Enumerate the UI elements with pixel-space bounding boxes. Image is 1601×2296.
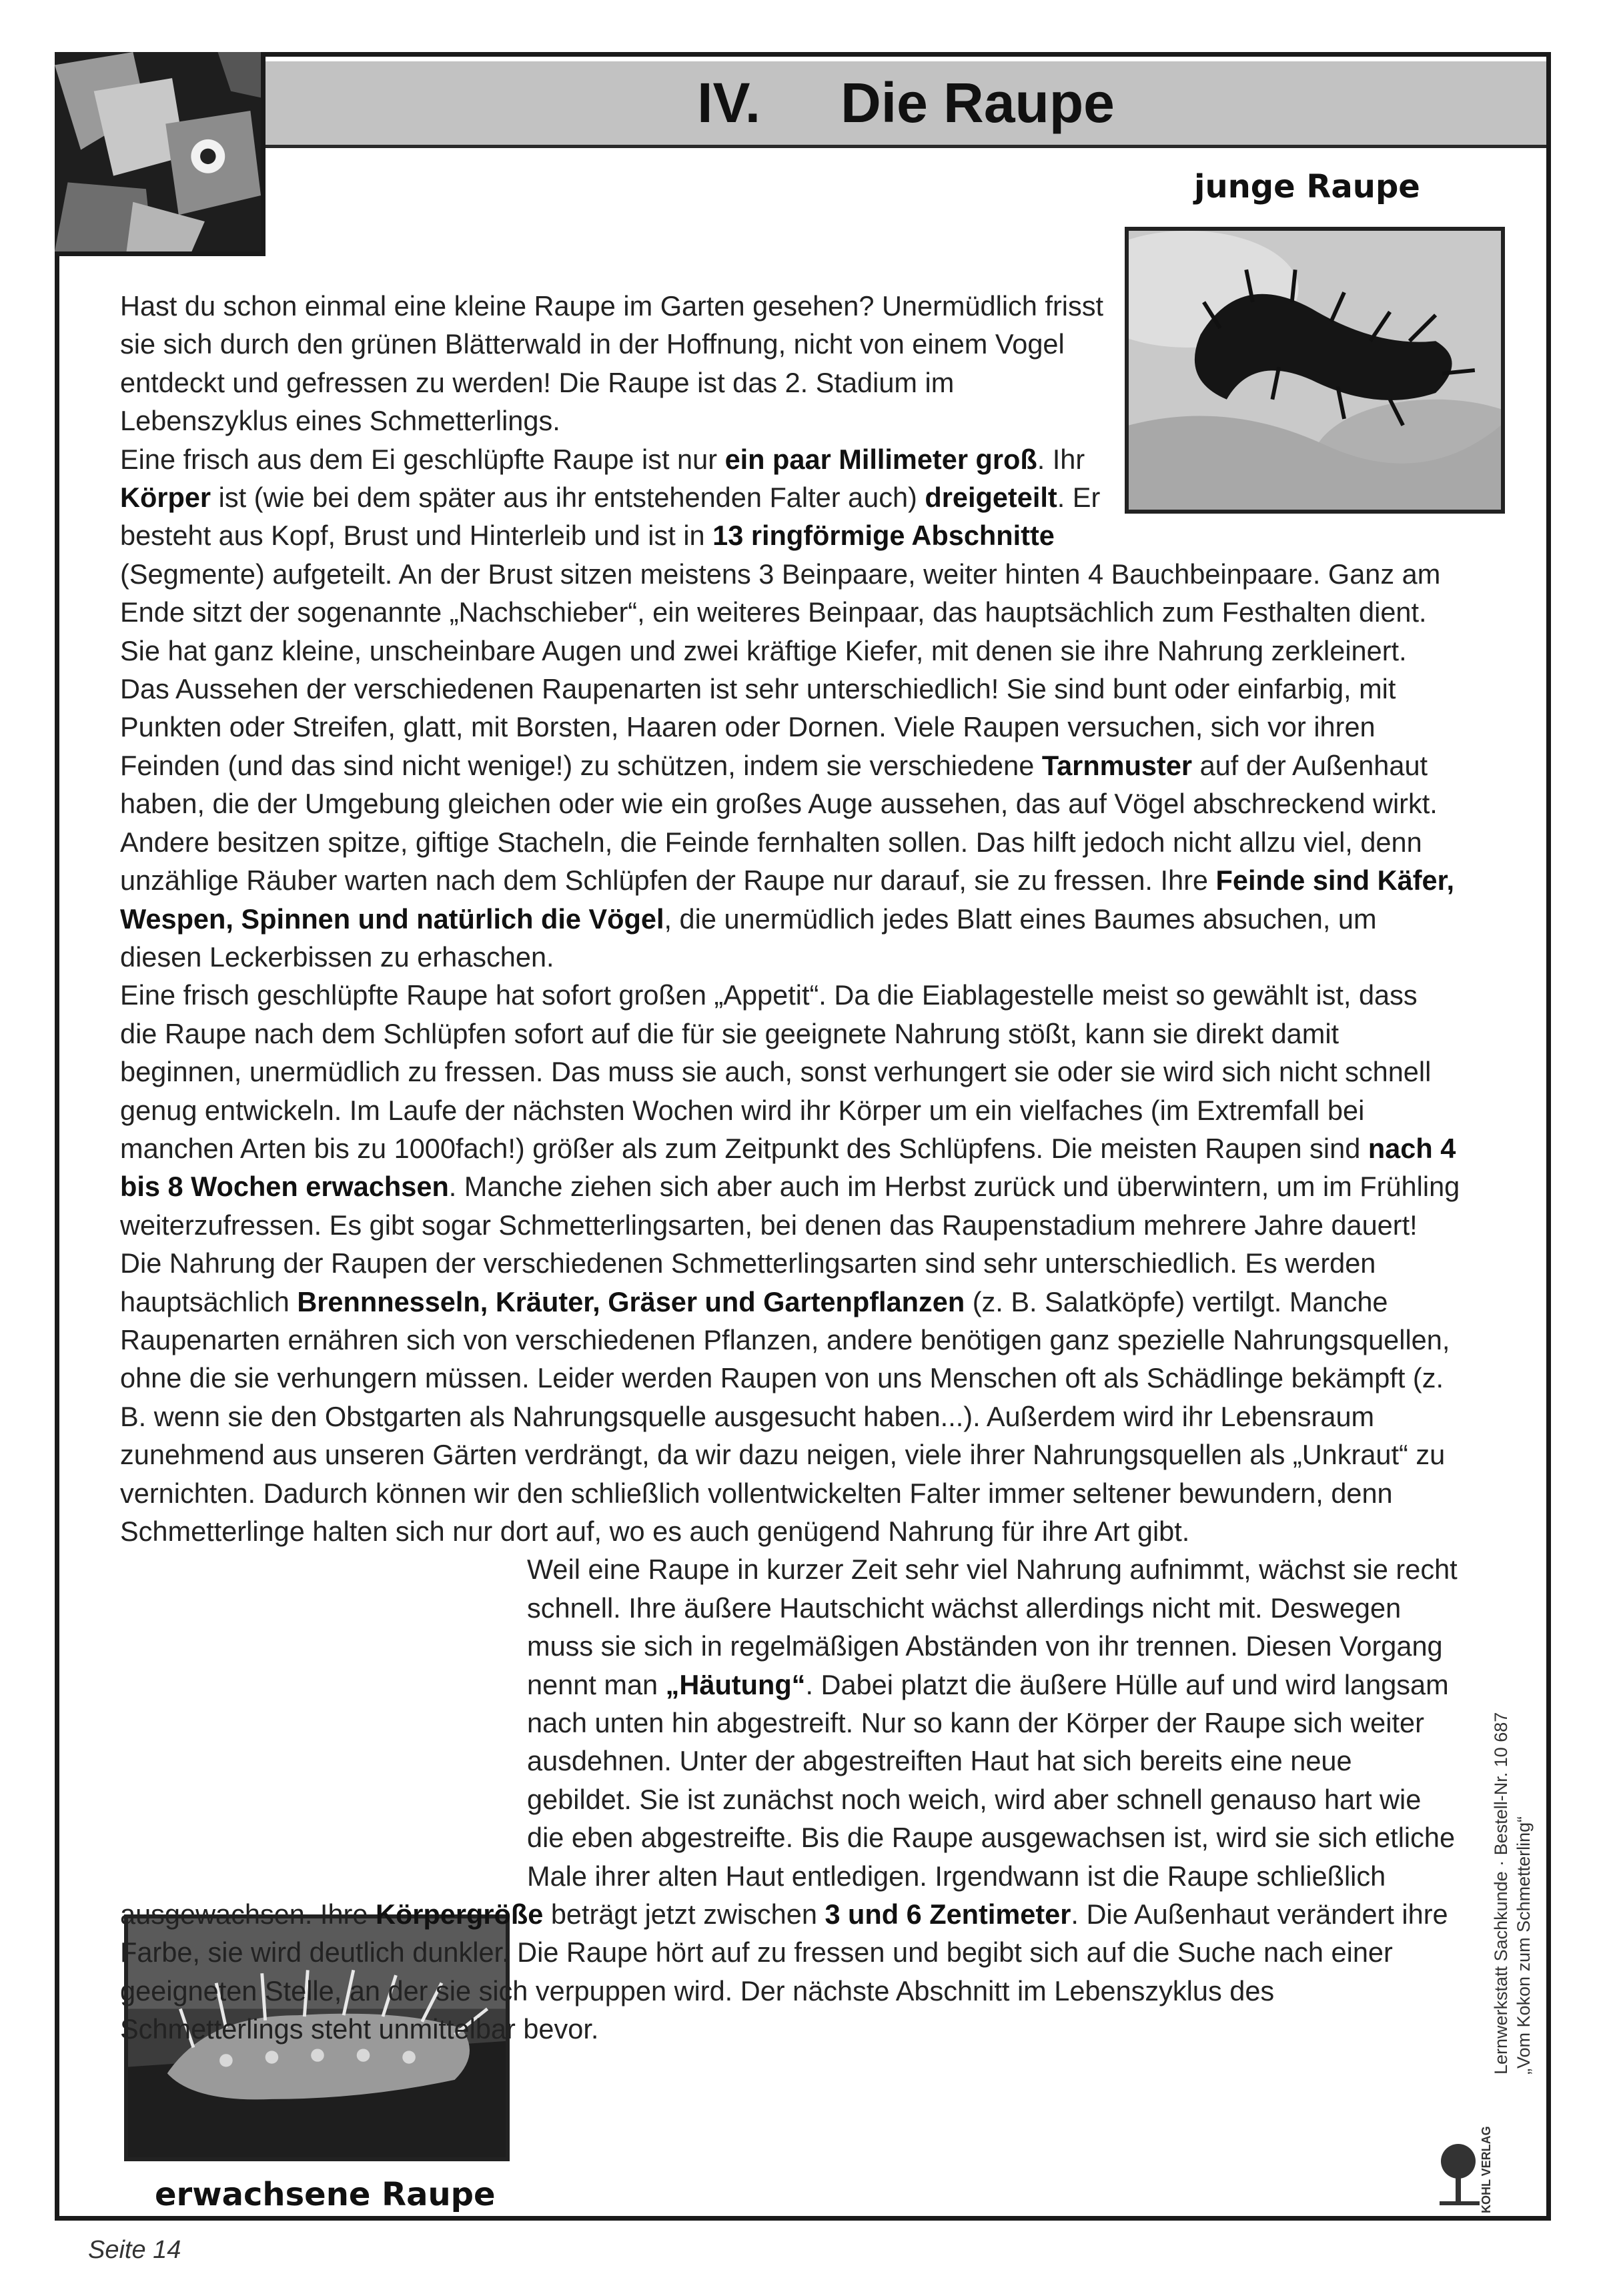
text-run: . Manche ziehen sich aber auch im Herbst zurück und überwintern, um im Frühling weiterzufressen. Es gibt sogar Schmetterlingsarten, bei denen das Raupenstadium mehrere Jahre dauert!: [120, 1171, 1460, 1241]
sidebar-order-info: [1491, 1381, 1534, 2075]
paragraph-appetite: [120, 976, 1461, 1244]
bold-term: nach 4 bis 8 Wochen erwachsen: [120, 1132, 1456, 1203]
caption-adult-caterpillar: erwachsene Raupe: [155, 2176, 496, 2213]
bold-term: Feinde sind Käfer, Wespen, Spinnen und natürlich die Vögel: [120, 865, 1454, 935]
text-run: Die Nahrung der Raupen der verschiedenen Schmetterlingsarten sind sehr unterschiedlich. Es werden hauptsächlich: [120, 1247, 1376, 1317]
text-run: , die unermüdlich jedes Blatt eines Baumes absuchen, um diesen Leckerbissen zu erhaschen.: [120, 903, 1377, 973]
page-title: [265, 61, 1546, 145]
text-run: Eine frisch geschlüpfte Raupe hat sofort großen „Appetit“. Da die Eiablagestelle meist so gewählt ist, dass die Raupe nach dem Schlüpfen sofort auf die für sie geeignete Nahrung stößt, kann sie direkt damit beginnen, unermüdlich zu fressen. Das muss sie auch, sonst verhungert sie oder sie wird sich nicht schnell genug entwickeln. Im Laufe der nächsten Wochen wird ihr Körper um ein vielfaches (im Extremfall bei manchen Arten bis zu 1000fach!) größer als zum Zeitpunkt des Schlüpfens. Die meisten Raupen sind: [120, 979, 1432, 1164]
bold-term: ein paar Millimeter groß: [724, 443, 1037, 475]
butterfly-corner-photo: [55, 52, 265, 256]
bold-term: dreigeteilt: [925, 482, 1057, 514]
text-run: beträgt jetzt zwischen: [543, 1898, 825, 1930]
bold-term: Körpergröße: [375, 1898, 544, 1930]
caption-young-caterpillar: junge Raupe: [1194, 168, 1420, 205]
sidebar-line-2: „Vom Kokon zum Schmetterling“: [1514, 1816, 1534, 2075]
bold-term: Brennnesseln, Kräuter, Gräser und Gartenpflanzen: [297, 1285, 965, 1317]
text-run: ist (wie bei dem später aus ihr entstehenden Falter auch): [211, 482, 925, 514]
chapter-number: IV.: [697, 71, 761, 134]
paragraph-food: [120, 1244, 1461, 1550]
bold-term: „Häutung“: [665, 1668, 806, 1700]
text-run: (Segmente) aufgeteilt. An der Brust sitzen meistens 3 Beinpaare, weiter hinten 4 Bauchbeinpaare. Ganz am Ende sitzt der sogenannte „Nachschieber“, ein weiteres Beinpaar, das hauptsächlich zum Festhalten dient. Sie hat ganz kleine, unscheinbare Augen und zwei kräftige Kiefer, mit denen sie ihre Nahrung zerkleinert. Das Aussehen der verschiedenen Raupenarten ist sehr unterschiedlich! Sie sind bunt oder einfarbig, mit Punkten oder Streifen, glatt, mit Borsten, Haaren oder Dornen. Viele Raupen versuchen, sich vor ihren Feinden (und das sind nicht wenige!) zu schützen, indem sie verschiedene: [120, 558, 1441, 781]
text-run: (z. B. Salatköpfe) vertilgt. Manche Raupenarten ernähren sich von verschiedenen Pflanzen, andere benötigen ganz spezielle Nahrungsquellen, ohne die sie verhungern müssen. Leider werden Raupen von uns Menschen oft als Schädlinge bekämpft (z. B. wenn sie den Obstgarten als Nahrungsquelle ausgesucht haben...). Außerdem wird ihr Lebensraum zunehmend aus unseren Gärten verdrängt, da wir dazu neigen, viele ihrer Nahrungsquellen als „Unkraut“ zu vernichten. Dadurch können wir den schließlich vollentwickelten Falter immer seltener bewundern, denn Schmetterlinge halten sich nur dort auf, wo es auch genügend Nahrung für ihre Art gibt.: [120, 1285, 1450, 1547]
text-run: . Dabei platzt die äußere Hülle auf und wird langsam nach unten hin abgestreift. Nur so kann der Körper der Raupe sich weiter ausdehnen. Unter der abgestreiften Haut hat sich bereits eine neue gebildet. Sie ist zunächst noch weich, wird aber schnell genauso hart wie die eben abgestreifte. Bis die Raupe ausgewachsen ist, wird sie sich etliche Male ihrer alten Haut entledigen. Irgendwann ist die Raupe schließlich ausgewachsen. Ihre: [120, 1668, 1456, 1930]
chapter-title: Die Raupe: [841, 71, 1115, 134]
page-number: Seite 14: [88, 2236, 181, 2264]
publisher-logo: [1433, 2135, 1486, 2208]
bold-term: Tarnmuster: [1041, 749, 1193, 781]
bold-term: Körper: [120, 482, 211, 514]
text-run: . Ihr: [1037, 443, 1085, 475]
spacer-adult-photo: [120, 1554, 527, 1858]
text-run: . Er besteht aus Kopf, Brust und Hinterleib und ist in: [120, 482, 1101, 552]
paragraph-intro: Hast du schon einmal eine kleine Raupe im Garten gesehen? Unermüdlich frisst sie sich durch den grünen Blätterwald in der Hoffnung, nicht von einem Vogel entdeckt und gefressen zu werden! Die Raupe ist das 2. Stadium im Lebenszyklus eines Schmetterlings.: [120, 290, 1104, 437]
publisher-name: KOHL VERLAG: [1480, 2126, 1493, 2213]
bold-term: 13 ringförmige Abschnitte: [712, 520, 1055, 552]
text-run: . Die Außenhaut verändert ihre Farbe, sie wird deutlich dunkler. Die Raupe hört auf zu fressen und begibt sich auf die Suche nach einer geeigneten Stelle, an der sie sich verpuppen wird. Der nächste Abschnitt im Lebenszyklus des Schmetterlings steht unmittelbar bevor.: [120, 1898, 1448, 2045]
text-run: Weil eine Raupe in kurzer Zeit sehr viel Nahrung aufnimmt, wächst sie recht schnell. Ihre äußere Hautschicht wächst allerdings nicht mit. Deswegen muss sie sich in regelmäßigen Abständen von ihr trennen. Diesen Vorgang nennt man: [527, 1554, 1458, 1700]
spacer-young-photo: [1111, 287, 1461, 554]
bold-term: 3 und 6 Zentimeter: [825, 1898, 1071, 1930]
body-text: [120, 287, 1461, 2049]
text-run: Eine frisch aus dem Ei geschlüpfte Raupe ist nur: [120, 443, 725, 475]
text-run: auf der Außenhaut haben, die der Umgebung gleichen oder wie ein großes Auge aussehen, das auf Vögel abschreckend wirkt. Andere besitzen spitze, giftige Stacheln, die Feinde fernhalten sollen. Das hilft jedoch nicht allzu viel, denn unzählige Räuber warten nach dem Schlüpfen der Raupe nur darauf, sie zu fressen. Ihre: [120, 749, 1438, 897]
sidebar-line-1: Lernwerkstatt Sachkunde · Bestell-Nr. 10 687: [1491, 1712, 1511, 2075]
